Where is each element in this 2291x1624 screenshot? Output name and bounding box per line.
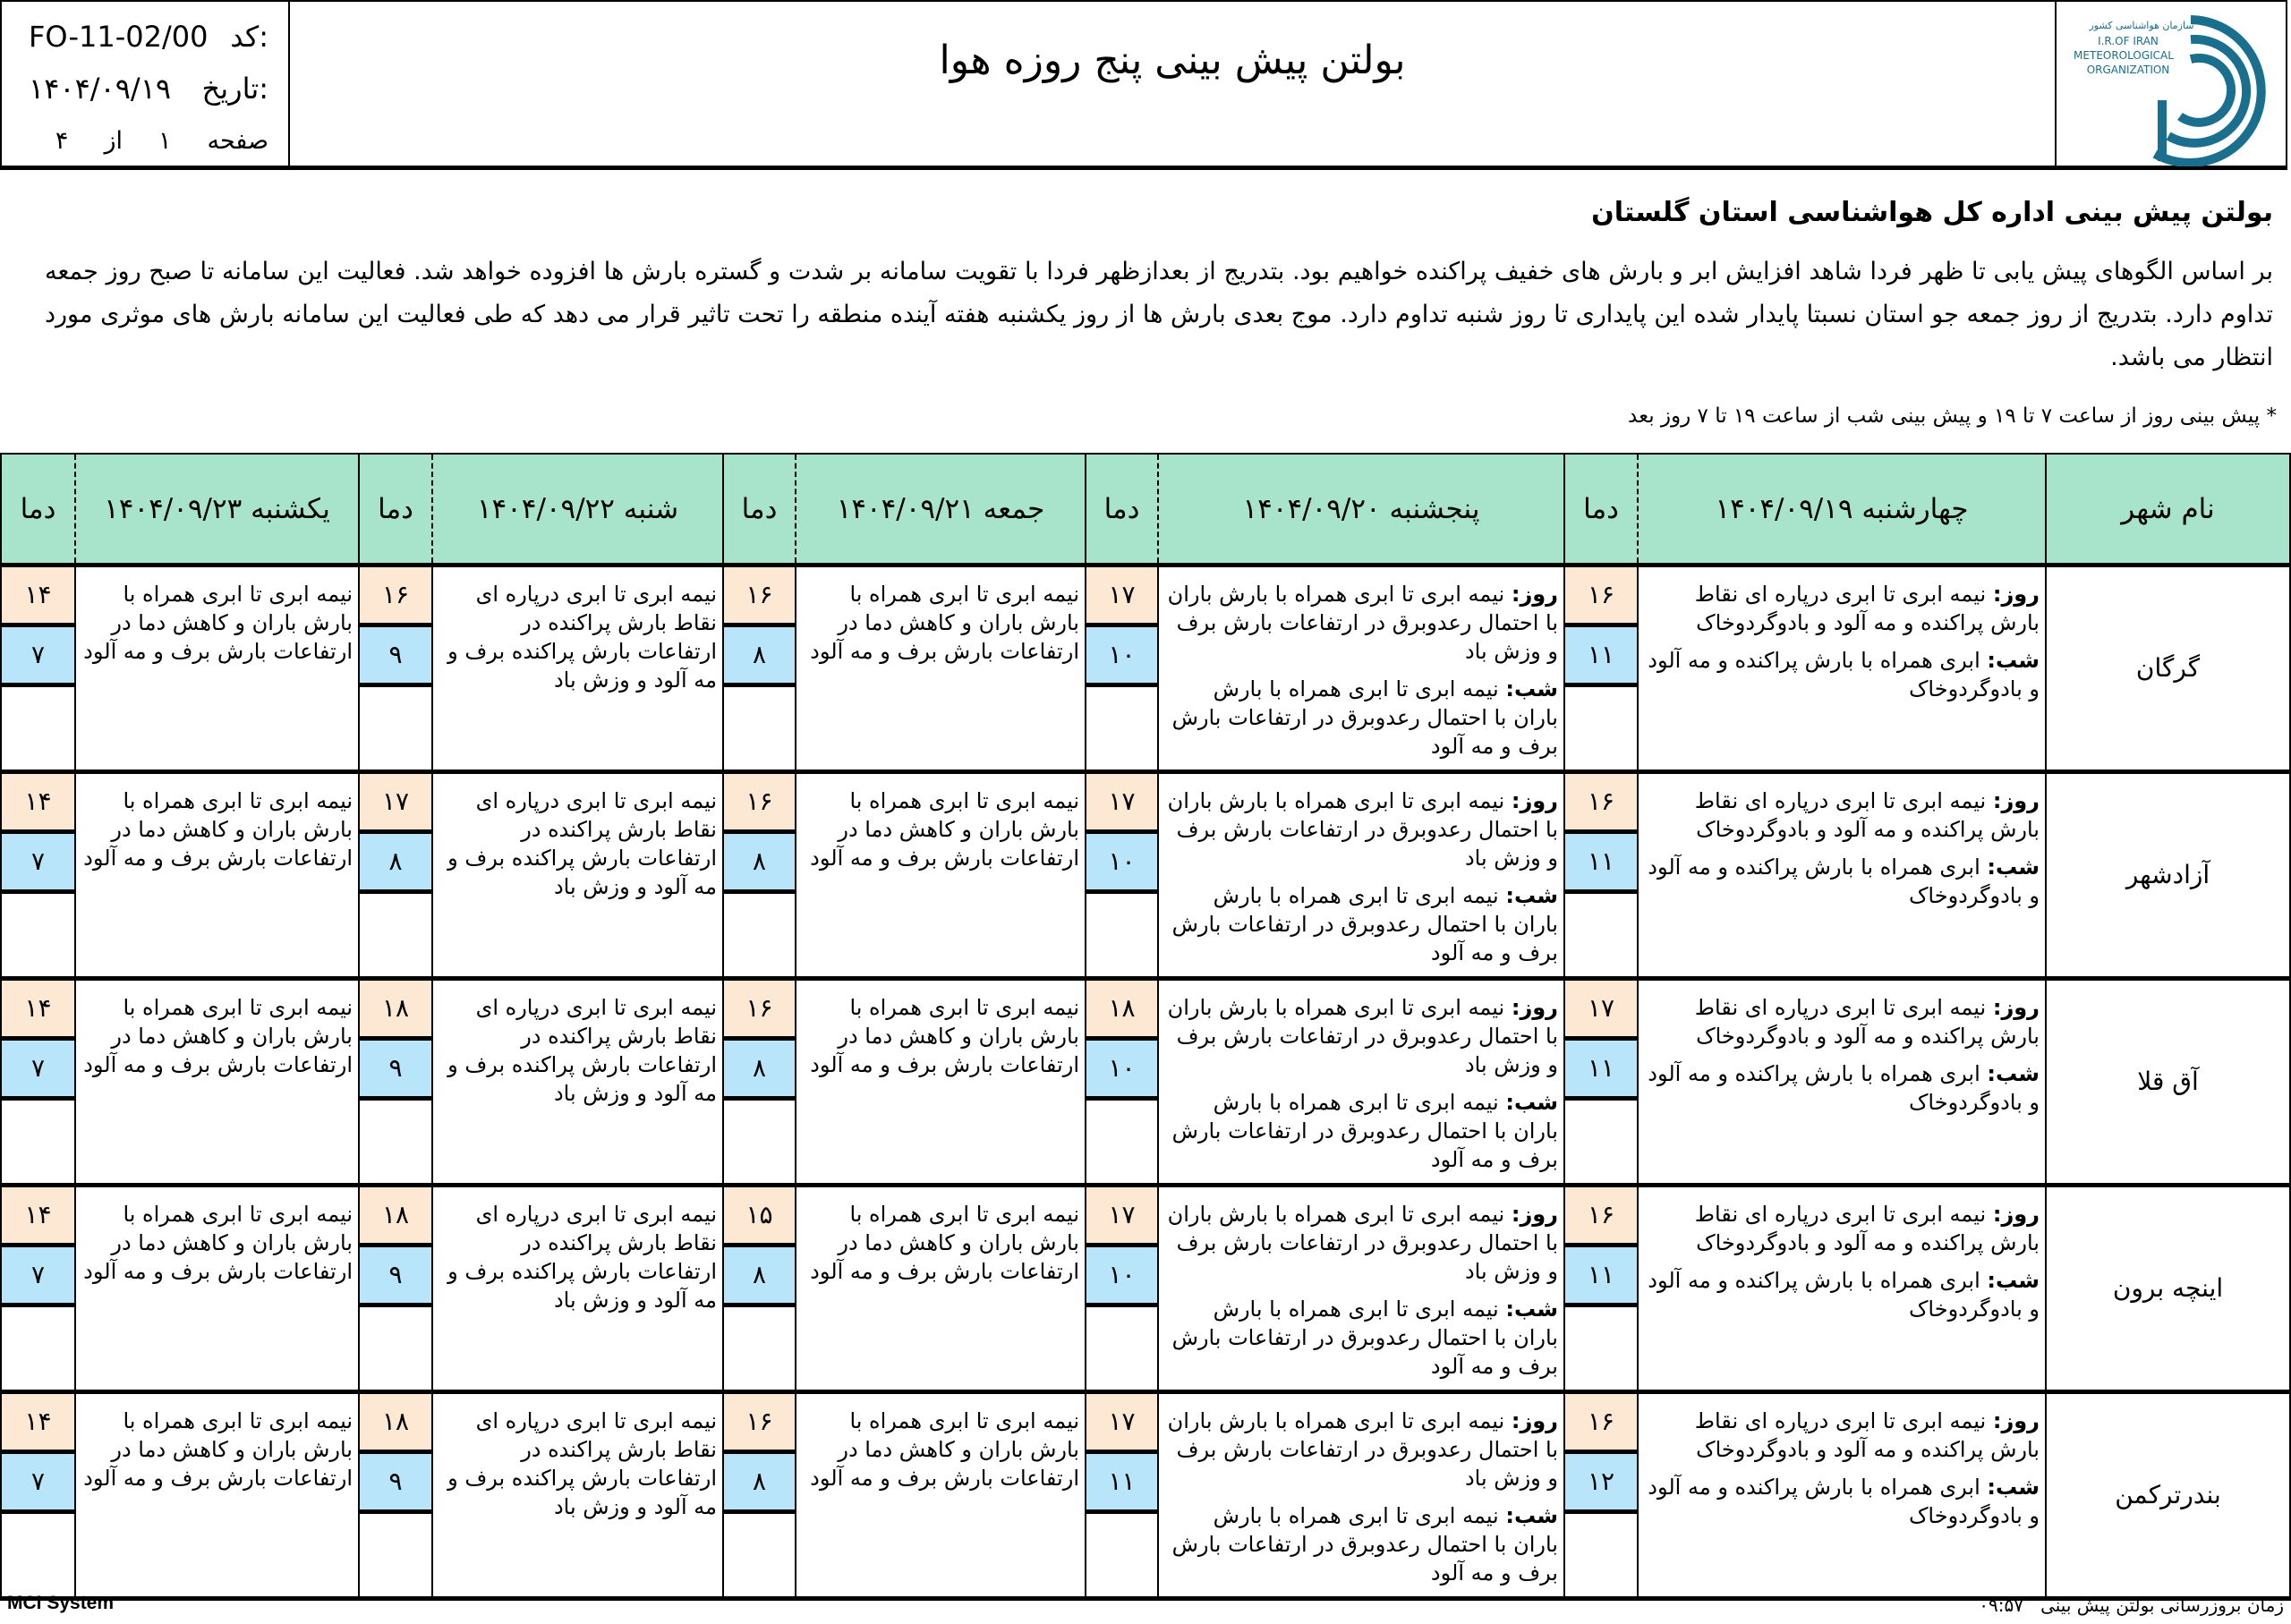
min-temperature: ۱۱	[1565, 834, 1637, 894]
day-header: چهارشنبه ۱۴۰۴/۰۹/۱۹	[1638, 454, 2046, 565]
temperature-cell	[1086, 772, 1158, 979]
forecast-text	[75, 1186, 359, 1392]
day-forecast	[1164, 580, 1558, 666]
max-temperature: ۱۸	[1086, 981, 1157, 1041]
day-forecast	[1644, 993, 2040, 1050]
forecast-table	[0, 453, 2291, 1601]
min-temperature: ۷	[2, 627, 74, 687]
update-time-value: ۰۹:۵۷	[1979, 1594, 2024, 1616]
max-temperature: ۱۷	[1565, 981, 1637, 1041]
day-forecast	[1164, 1407, 1558, 1492]
table-row	[1, 772, 2290, 979]
svg-text:سازمان هواشناسی کشور: سازمان هواشناسی کشور	[2089, 20, 2194, 31]
night-forecast	[1644, 853, 2040, 910]
code-value: FO-11-02/00	[29, 20, 209, 54]
forecast-text	[75, 1392, 359, 1599]
day-forecast	[1644, 1200, 2040, 1257]
of-label: از	[104, 126, 123, 155]
day-description: نیمه ابری تا ابری همراه با بارش باران با احتمال رعدوبرق در ارتفاعات بارش برف و وزش باد	[1167, 1408, 1558, 1491]
day-header: شنبه ۱۴۰۴/۰۹/۲۲	[432, 454, 723, 565]
night-forecast	[1164, 1501, 1558, 1587]
night-label: شب:	[1987, 855, 2040, 880]
min-temperature: ۸	[724, 834, 795, 894]
min-temperature: ۹	[360, 1454, 431, 1514]
temperature-cell	[359, 979, 432, 1186]
temperature-cell	[1564, 979, 1638, 1186]
night-description: نیمه ابری تا ابری همراه با بارش باران با احتمال رعدوبرق در ارتفاعات بارش برف و مه آلود	[1171, 1090, 1558, 1172]
table-row	[1, 565, 2290, 772]
forecast-text	[1158, 979, 1564, 1186]
night-forecast	[1164, 675, 1558, 761]
night-description: نیمه ابری تا ابری همراه با بارش باران با احتمال رعدوبرق در ارتفاعات بارش برف و مه آلود	[1171, 883, 1558, 965]
day-forecast	[1164, 993, 1558, 1079]
forecast-text	[1638, 1392, 2046, 1599]
day-description: نیمه ابری تا ابری همراه با بارش باران با احتمال رعدوبرق در ارتفاعات بارش برف و وزش باد	[1167, 1202, 1558, 1284]
temperature-cell	[723, 1392, 796, 1599]
city-name: گرگان	[2046, 565, 2290, 772]
forecast-text	[75, 772, 359, 979]
page-number: ۱	[158, 126, 172, 155]
min-temperature: ۱۰	[1086, 627, 1157, 687]
forecast-text	[1638, 565, 2046, 772]
day-forecast	[1164, 1200, 1558, 1286]
table-row	[1, 979, 2290, 1186]
temp-header: دما	[1564, 454, 1638, 565]
forecast-description: نیمه ابری تا ابری همراه با بارش باران و کاهش دما در ارتفاعات بارش برف و مه آلود	[810, 1202, 1079, 1284]
forecast-text	[432, 1186, 723, 1392]
day-header: پنجشنبه ۱۴۰۴/۰۹/۲۰	[1158, 454, 1564, 565]
night-description: نیمه ابری تا ابری همراه با بارش باران با احتمال رعدوبرق در ارتفاعات بارش برف و مه آلود	[1171, 1503, 1558, 1586]
bulletin-subtitle: بولتن پیش بینی اداره کل هواشناسی استان گلستان	[1591, 197, 2273, 228]
forecast-text	[796, 565, 1086, 772]
day-forecast	[1644, 580, 2040, 637]
forecast-description: نیمه ابری تا ابری همراه با بارش باران و کاهش دما در ارتفاعات بارش برف و مه آلود	[83, 788, 353, 871]
temperature-cell	[1, 565, 75, 772]
forecast-description: نیمه ابری تا ابری درپاره ای نقاط بارش پراکنده در ارتفاعات بارش پراکنده برف و مه آلود و وزش باد	[447, 995, 717, 1106]
min-temperature: ۱۰	[1086, 1041, 1157, 1101]
max-temperature: ۱۴	[2, 774, 74, 834]
night-forecast	[1644, 1059, 2040, 1117]
temperature-cell	[1, 1186, 75, 1392]
meteorological-organization-logo	[2055, 2, 2286, 166]
system-name: MCI System	[7, 1593, 115, 1613]
temperature-cell	[1564, 1186, 1638, 1392]
temperature-cell	[723, 565, 796, 772]
forecast-description: نیمه ابری تا ابری همراه با بارش باران و کاهش دما در ارتفاعات بارش برف و مه آلود	[83, 995, 353, 1077]
temperature-cell	[359, 772, 432, 979]
temperature-cell	[1, 1392, 75, 1599]
min-temperature: ۱۰	[1086, 1247, 1157, 1307]
night-forecast	[1644, 1266, 2040, 1323]
temperature-cell	[1086, 1186, 1158, 1392]
city-header: نام شهر	[2046, 454, 2290, 565]
forecast-description: نیمه ابری تا ابری همراه با بارش باران و کاهش دما در ارتفاعات بارش برف و مه آلود	[83, 1202, 353, 1284]
day-label: روز:	[1511, 788, 1558, 813]
forecast-description: نیمه ابری تا ابری درپاره ای نقاط بارش پراکنده در ارتفاعات بارش پراکنده برف و مه آلود و وزش باد	[447, 582, 717, 693]
update-time	[1979, 1594, 2284, 1616]
max-temperature: ۱۴	[2, 567, 74, 627]
forecast-text	[75, 979, 359, 1186]
night-description: نیمه ابری تا ابری همراه با بارش باران با احتمال رعدوبرق در ارتفاعات بارش برف و مه آلود	[1171, 676, 1558, 759]
max-temperature: ۱۴	[2, 1394, 74, 1454]
date-label: تاریخ:	[201, 72, 268, 106]
day-label: روز:	[1511, 1202, 1558, 1227]
day-header: جمعه ۱۴۰۴/۰۹/۲۱	[796, 454, 1086, 565]
night-forecast	[1164, 1088, 1558, 1174]
night-label: شب:	[1505, 676, 1558, 701]
night-label: شب:	[1987, 1268, 2040, 1293]
forecast-text	[1158, 772, 1564, 979]
day-description: نیمه ابری تا ابری همراه با بارش باران با احتمال رعدوبرق در ارتفاعات بارش برف و وزش باد	[1167, 995, 1558, 1077]
forecast-description: نیمه ابری تا ابری همراه با بارش باران و کاهش دما در ارتفاعات بارش برف و مه آلود	[810, 582, 1079, 664]
night-description: ابری همراه با بارش پراکنده و مه آلود و بادوگردوخاک	[1648, 648, 2040, 701]
night-forecast	[1644, 1473, 2040, 1530]
max-temperature: ۱۷	[1086, 567, 1157, 627]
day-label: روز:	[1992, 1408, 2040, 1433]
day-label: روز:	[1992, 788, 2040, 813]
forecast-time-note: * پیش بینی روز از ساعت ۷ تا ۱۹ و پیش بینی شب از ساعت ۱۹ تا ۷ روز بعد	[1628, 404, 2277, 428]
day-description: نیمه ابری تا ابری درپاره ای نقاط بارش پراکنده و مه آلود و بادوگردوخاک	[1694, 582, 2040, 635]
day-label: روز:	[1511, 582, 1558, 607]
min-temperature: ۷	[2, 1041, 74, 1101]
night-description: ابری همراه با بارش پراکنده و مه آلود و بادوگردوخاک	[1648, 1475, 2040, 1528]
temp-header: دما	[1, 454, 75, 565]
forecast-description: نیمه ابری تا ابری همراه با بارش باران و کاهش دما در ارتفاعات بارش برف و مه آلود	[83, 582, 353, 664]
min-temperature: ۸	[724, 627, 795, 687]
code-row	[29, 14, 268, 59]
min-temperature: ۷	[2, 834, 74, 894]
min-temperature: ۱۰	[1086, 834, 1157, 894]
max-temperature: ۱۷	[1086, 1187, 1157, 1247]
forecast-text	[75, 565, 359, 772]
temperature-cell	[359, 1392, 432, 1599]
temperature-cell	[1564, 565, 1638, 772]
temperature-cell	[1, 772, 75, 979]
day-label: روز:	[1511, 995, 1558, 1020]
temperature-cell	[1, 979, 75, 1186]
temperature-cell	[723, 772, 796, 979]
min-temperature: ۹	[360, 1041, 431, 1101]
forecast-text	[1638, 979, 2046, 1186]
min-temperature: ۸	[724, 1041, 795, 1101]
night-description: نیمه ابری تا ابری همراه با بارش باران با احتمال رعدوبرق در ارتفاعات بارش برف و مه آلود	[1171, 1297, 1558, 1379]
night-description: ابری همراه با بارش پراکنده و مه آلود و بادوگردوخاک	[1648, 1268, 2040, 1322]
max-temperature: ۱۶	[1565, 567, 1637, 627]
day-description: نیمه ابری تا ابری درپاره ای نقاط بارش پراکنده و مه آلود و بادوگردوخاک	[1694, 995, 2040, 1049]
night-forecast	[1164, 881, 1558, 967]
temperature-cell	[1086, 979, 1158, 1186]
temperature-cell	[1564, 1392, 1638, 1599]
min-temperature: ۹	[360, 627, 431, 687]
day-description: نیمه ابری تا ابری درپاره ای نقاط بارش پراکنده و مه آلود و بادوگردوخاک	[1694, 1408, 2040, 1462]
forecast-description: نیمه ابری تا ابری درپاره ای نقاط بارش پراکنده در ارتفاعات بارش پراکنده برف و مه آلود و وزش باد	[447, 788, 717, 899]
day-forecast	[1164, 786, 1558, 872]
temperature-cell	[1086, 565, 1158, 772]
table-header-row	[1, 454, 2290, 565]
svg-text:I.R.OF IRAN: I.R.OF IRAN	[2098, 35, 2159, 47]
night-label: شب:	[1505, 883, 1558, 908]
min-temperature: ۸	[724, 1247, 795, 1307]
forecast-text	[1638, 1186, 2046, 1392]
forecast-description: نیمه ابری تا ابری همراه با بارش باران و کاهش دما در ارتفاعات بارش برف و مه آلود	[810, 995, 1079, 1077]
page-title: بولتن پیش بینی پنج روزه هوا	[939, 38, 1406, 83]
city-name: آق قلا	[2046, 979, 2290, 1186]
max-temperature: ۱۴	[2, 981, 74, 1041]
forecast-text	[1158, 1186, 1564, 1392]
max-temperature: ۱۸	[360, 981, 431, 1041]
synoptic-summary: بر اساس الگوهای پیش یابی تا ظهر فردا شاهد افزایش ابر و بارش های خفیف پراکنده خواهیم بود. بتدریج از بعدازظهر فردا با تقویت سامانه بر شدت و گستره بارش ها افزوده خواهد شد. فعالیت این سامانه تا صبح روز جمعه تداوم دارد. بتدریج از روز جمعه جو استان نسبتا پایدار شده این پایداری تا روز شنبه تداوم دارد. موج بعدی بارش ها از روز یکشنبه هفته آینده منطقه را تحت تاثیر قرار می دهد که طی فعالیت این سامانه بارش های موثری مورد انتظار می باشد.	[45, 258, 2273, 371]
night-forecast	[1164, 1295, 1558, 1381]
night-label: شب:	[1987, 648, 2040, 673]
svg-text:ORGANIZATION: ORGANIZATION	[2086, 64, 2170, 76]
day-label: روز:	[1511, 1408, 1558, 1433]
max-temperature: ۱۸	[360, 1187, 431, 1247]
day-label: روز:	[1992, 995, 2040, 1020]
forecast-text	[1158, 565, 1564, 772]
forecast-description: نیمه ابری تا ابری همراه با بارش باران و کاهش دما در ارتفاعات بارش برف و مه آلود	[810, 1408, 1079, 1491]
update-label: زمان بروزرسانی بولتن پیش بینی	[2040, 1594, 2284, 1616]
forecast-text	[432, 565, 723, 772]
day-forecast	[1644, 786, 2040, 844]
max-temperature: ۱۶	[724, 774, 795, 834]
forecast-text	[1158, 1392, 1564, 1599]
forecast-description: نیمه ابری تا ابری همراه با بارش باران و کاهش دما در ارتفاعات بارش برف و مه آلود	[810, 788, 1079, 871]
min-temperature: ۷	[2, 1454, 74, 1514]
night-label: شب:	[1505, 1503, 1558, 1528]
city-name: اینچه برون	[2046, 1186, 2290, 1392]
max-temperature: ۱۷	[1086, 774, 1157, 834]
max-temperature: ۱۴	[2, 1187, 74, 1247]
day-description: نیمه ابری تا ابری همراه با بارش باران با احتمال رعدوبرق در ارتفاعات بارش برف و وزش باد	[1167, 582, 1558, 664]
day-header: یکشنبه ۱۴۰۴/۰۹/۲۳	[75, 454, 359, 565]
temperature-cell	[723, 979, 796, 1186]
page-row	[29, 118, 268, 163]
forecast-description: نیمه ابری تا ابری درپاره ای نقاط بارش پراکنده در ارتفاعات بارش پراکنده برف و مه آلود و وزش باد	[447, 1408, 717, 1519]
max-temperature: ۱۶	[360, 567, 431, 627]
date-row	[29, 66, 268, 111]
min-temperature: ۸	[360, 834, 431, 894]
night-label: شب:	[1987, 1061, 2040, 1086]
city-name: آزادشهر	[2046, 772, 2290, 979]
temperature-cell	[1564, 772, 1638, 979]
day-description: نیمه ابری تا ابری درپاره ای نقاط بارش پراکنده و مه آلود و بادوگردوخاک	[1694, 1202, 2040, 1255]
min-temperature: ۱۲	[1565, 1454, 1637, 1514]
temperature-cell	[1086, 1392, 1158, 1599]
day-description: نیمه ابری تا ابری درپاره ای نقاط بارش پراکنده و مه آلود و بادوگردوخاک	[1694, 788, 2040, 842]
code-label: کد:	[230, 20, 268, 54]
max-temperature: ۱۷	[360, 774, 431, 834]
min-temperature: ۱۱	[1565, 1247, 1637, 1307]
min-temperature: ۱۱	[1086, 1454, 1157, 1514]
night-label: شب:	[1505, 1090, 1558, 1115]
temperature-cell	[359, 565, 432, 772]
forecast-text	[432, 772, 723, 979]
max-temperature: ۱۵	[724, 1187, 795, 1247]
max-temperature: ۱۶	[1565, 774, 1637, 834]
forecast-text	[796, 1186, 1086, 1392]
min-temperature: ۱۱	[1565, 1041, 1637, 1101]
min-temperature: ۷	[2, 1247, 74, 1307]
table-row	[1, 1392, 2290, 1599]
day-forecast	[1644, 1407, 2040, 1464]
temp-header: دما	[359, 454, 432, 565]
forecast-description: نیمه ابری تا ابری همراه با بارش باران و کاهش دما در ارتفاعات بارش برف و مه آلود	[83, 1408, 353, 1491]
max-temperature: ۱۶	[1565, 1187, 1637, 1247]
city-name: بندرترکمن	[2046, 1392, 2290, 1599]
min-temperature: ۱۱	[1565, 627, 1637, 687]
document-header	[0, 0, 2287, 170]
page-total: ۴	[55, 126, 69, 155]
temp-header: دما	[723, 454, 796, 565]
page-label: صفحه	[207, 126, 268, 155]
day-label: روز:	[1992, 582, 2040, 607]
night-label: شب:	[1987, 1475, 2040, 1500]
table-row	[1, 1186, 2290, 1392]
night-forecast	[1644, 646, 2040, 703]
temp-header: دما	[1086, 454, 1158, 565]
temperature-cell	[359, 1186, 432, 1392]
night-description: ابری همراه با بارش پراکنده و مه آلود و بادوگردوخاک	[1648, 855, 2040, 908]
forecast-text	[796, 1392, 1086, 1599]
night-label: شب:	[1505, 1297, 1558, 1322]
svg-text:METEOROLOGICAL: METEOROLOGICAL	[2074, 49, 2174, 62]
min-temperature: ۸	[724, 1454, 795, 1514]
forecast-text	[796, 772, 1086, 979]
max-temperature: ۱۸	[360, 1394, 431, 1454]
max-temperature: ۱۶	[724, 567, 795, 627]
document-meta	[2, 2, 290, 166]
temperature-cell	[723, 1186, 796, 1392]
forecast-text	[432, 1392, 723, 1599]
date-value: ۱۴۰۴/۰۹/۱۹	[29, 72, 172, 106]
min-temperature: ۹	[360, 1247, 431, 1307]
day-label: روز:	[1992, 1202, 2040, 1227]
forecast-text	[1638, 772, 2046, 979]
day-description: نیمه ابری تا ابری همراه با بارش باران با احتمال رعدوبرق در ارتفاعات بارش برف و وزش باد	[1167, 788, 1558, 871]
max-temperature: ۱۶	[724, 1394, 795, 1454]
max-temperature: ۱۷	[1086, 1394, 1157, 1454]
max-temperature: ۱۶	[724, 981, 795, 1041]
night-description: ابری همراه با بارش پراکنده و مه آلود و بادوگردوخاک	[1648, 1061, 2040, 1115]
forecast-description: نیمه ابری تا ابری درپاره ای نقاط بارش پراکنده در ارتفاعات بارش پراکنده برف و مه آلود و وزش باد	[447, 1202, 717, 1313]
forecast-text	[432, 979, 723, 1186]
max-temperature: ۱۶	[1565, 1394, 1637, 1454]
forecast-text	[796, 979, 1086, 1186]
